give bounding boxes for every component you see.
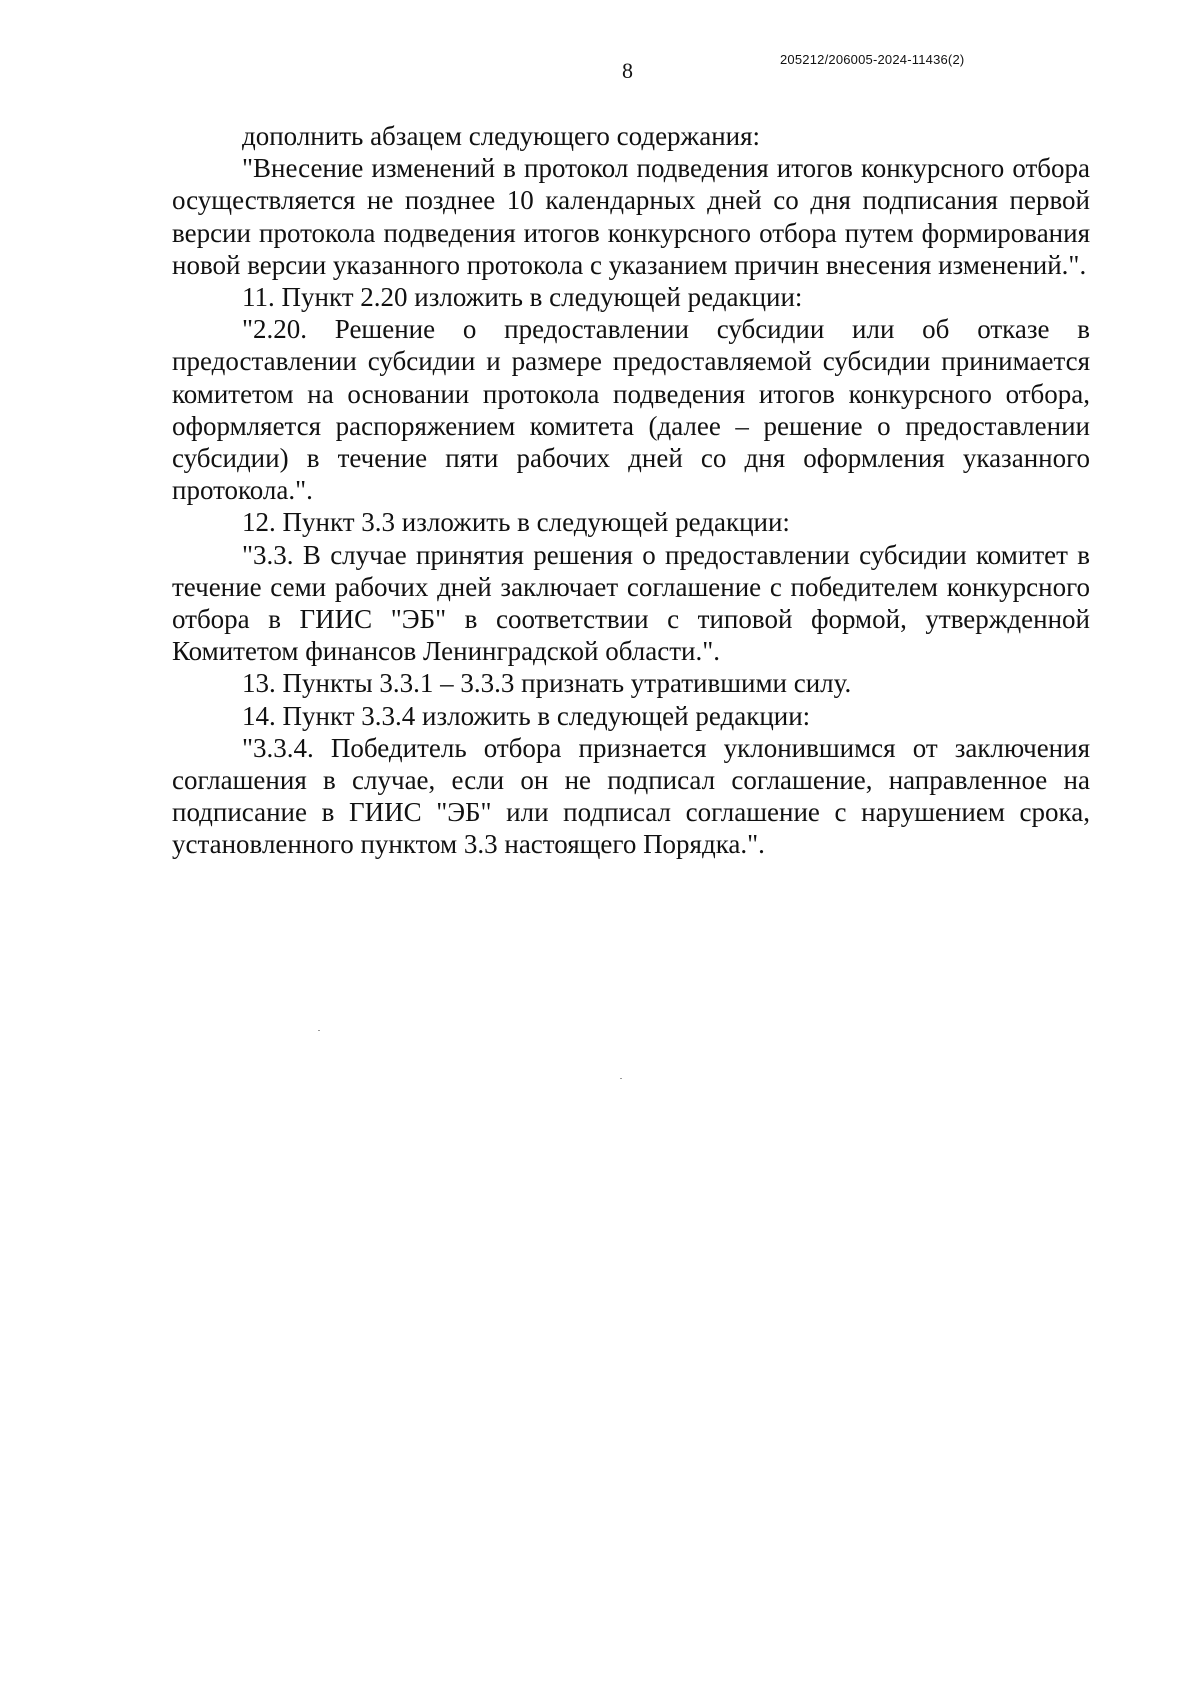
document-body xyxy=(172,120,1090,861)
paragraph-quote-2-20: "2.20. Решение о предоставлении субсидии или об отказе в предоставлении субсидии и размере предоставляемой субсидии принимается комитетом на основании протокола подведения итогов конкурсного отбора, оформляется распоряжением комитета (далее – решение о предоставлении субсидии) в течение пяти рабочих дней со дня оформления указанного протокола.". xyxy=(172,314,1090,506)
paragraph-intro: дополнить абзацем следующего содержания: xyxy=(242,121,761,151)
paragraph-item-14: 14. Пункт 3.3.4 изложить в следующей редакции: xyxy=(242,700,811,731)
paragraph-quote-3-3: "3.3. В случае принятия решения о предоставлении субсидии комитет в течение семи рабочих дней заключает соглашение с победителем конкурсного отбора в ГИИС "ЭБ" в соответствии с типовой формой, утвержденной Комитетом финансов Ленинградской области.". xyxy=(172,539,1090,667)
paragraph-quote-protocol-changes: "Внесение изменений в протокол подведения итогов конкурсного отбора осуществляется не позднее 10 календарных дней со дня подписания первой версии протокола подведения итогов конкурсного отбора путем формирования новой версии указанного протокола с указанием причин внесения изменений.". xyxy=(172,153,1090,280)
paragraph-item-11: 11. Пункт 2.20 изложить в следующей редакции: xyxy=(242,282,803,313)
document-id: 205212/206005-2024-11436(2) xyxy=(780,52,965,67)
scan-speck xyxy=(318,1030,320,1031)
paragraph-item-12: 12. Пункт 3.3 изложить в следующей редакции: xyxy=(242,507,790,538)
paragraph-item-13: 13. Пункты 3.3.1 – 3.3.3 признать утратившими силу. xyxy=(242,668,852,699)
paragraph-quote-3-3-4: "3.3.4. Победитель отбора признается уклонившимся от заключения соглашения в случае, если он не подписал соглашение, направленное на подписание в ГИИС "ЭБ" или подписал соглашение с нарушением срока, установленного пунктом 3.3 настоящего Порядка.". xyxy=(172,732,1090,860)
scan-speck xyxy=(620,1078,622,1079)
page-number: 8 xyxy=(622,58,633,83)
